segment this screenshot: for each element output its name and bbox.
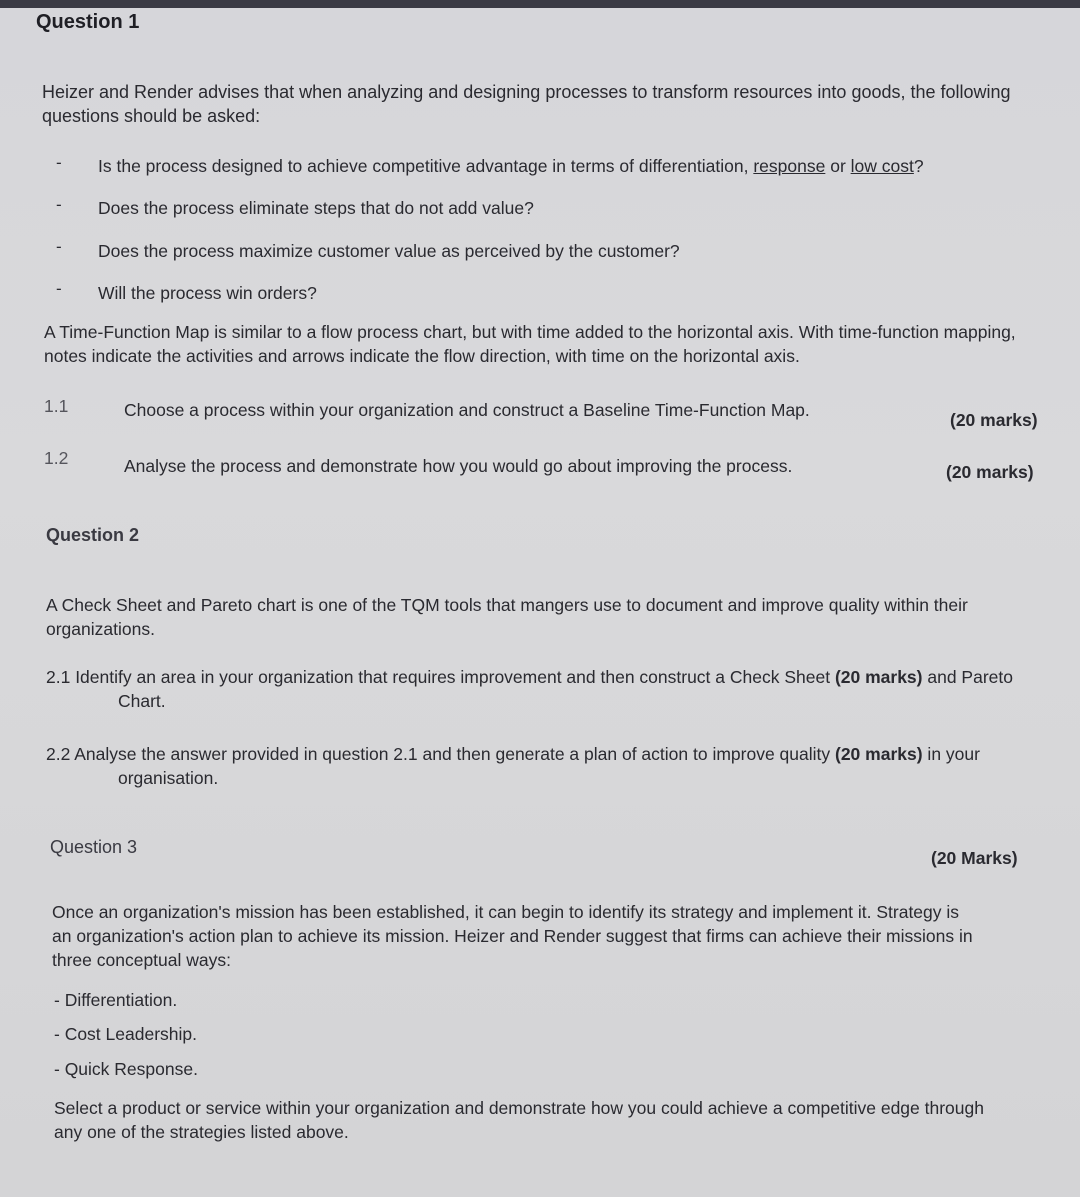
- bullet-mark: -: [56, 195, 62, 214]
- question-3-intro: Once an organization's mission has been established, it can begin to identify its strategy and implement it. Strategy is an organization's action plan to achieve its mission. Heizer and Render suggest that firms can achieve their missions in three conceptual ways:: [52, 902, 973, 970]
- item-1-1-number: 1.1: [44, 396, 69, 416]
- question-2-intro: A Check Sheet and Pareto chart is one of the TQM tools that mangers use to document and improve quality within their organizations.: [46, 595, 968, 639]
- bullet-1-low-cost: low cost: [850, 156, 914, 176]
- bullet-item-3: Does the process maximize customer value as perceived by the customer?: [98, 241, 680, 261]
- item-2-1-marks: (20 marks): [834, 667, 923, 687]
- item-1-1-marks: (20 marks): [950, 410, 1038, 430]
- item-2-1-tail: and Pareto Chart.: [118, 667, 1013, 711]
- screen-top-edge: [0, 0, 1080, 8]
- item-1-2-number: 1.2: [44, 448, 69, 468]
- bullet-1-response: response: [753, 156, 826, 176]
- question-1-intro: Heizer and Render advises that when analyzing and designing processes to transform resources into goods, the following questions should be asked:: [42, 82, 1011, 126]
- bullet-mark: -: [56, 237, 62, 256]
- bullet-mark: -: [56, 279, 62, 298]
- question-3-marks: (20 Marks): [931, 848, 1018, 868]
- bullet-item-4: Will the process win orders?: [98, 283, 317, 303]
- item-2-2: [46, 742, 991, 790]
- document-page: [0, 8, 1080, 1197]
- item-2-1-text: 2.1 Identify an area in your organization that requires improvement and then construct a Check Sheet: [46, 667, 835, 687]
- item-2-2-text: 2.2 Analyse the answer provided in question 2.1 and then generate a plan of action to improve quality: [46, 744, 835, 764]
- bullet-mark: -: [56, 153, 62, 172]
- item-1-1-text: Choose a process within your organization and construct a Baseline Time-Function Map.: [124, 400, 810, 420]
- bullet-1-qmark: ?: [913, 156, 924, 176]
- bullet-item-2: Does the process eliminate steps that do not add value?: [98, 198, 534, 218]
- bullet-1-or: or: [825, 156, 851, 176]
- question-3-heading: Question 3: [50, 837, 138, 857]
- question-2-heading: Question 2: [46, 525, 140, 545]
- strategy-differentiation: - Differentiation.: [54, 990, 178, 1010]
- item-1-2-text: Analyse the process and demonstrate how you would go about improving the process.: [124, 456, 793, 476]
- bullet-1-text: Is the process designed to achieve competitive advantage in terms of differentiation,: [98, 156, 754, 176]
- item-1-2-marks: (20 marks): [946, 462, 1034, 482]
- bullet-item-1: [98, 154, 924, 178]
- item-2-1: [46, 665, 1021, 713]
- question-3-closing: Select a product or service within your organization and demonstrate how you could achieve a competitive edge through any one of the strategies listed above.: [54, 1098, 984, 1142]
- item-2-2-tail: in your organisation.: [118, 744, 980, 788]
- time-function-paragraph: A Time-Function Map is similar to a flow process chart, but with time added to the horizontal axis. With time-function mapping, notes indicate the activities and arrows indicate the flow direction, with time on the horizontal axis.: [44, 322, 1016, 366]
- strategy-quick-response: - Quick Response.: [54, 1059, 198, 1079]
- question-1-heading: Question 1: [36, 11, 140, 33]
- item-2-2-marks: (20 marks): [835, 744, 923, 764]
- strategy-cost-leadership: - Cost Leadership.: [54, 1024, 197, 1044]
